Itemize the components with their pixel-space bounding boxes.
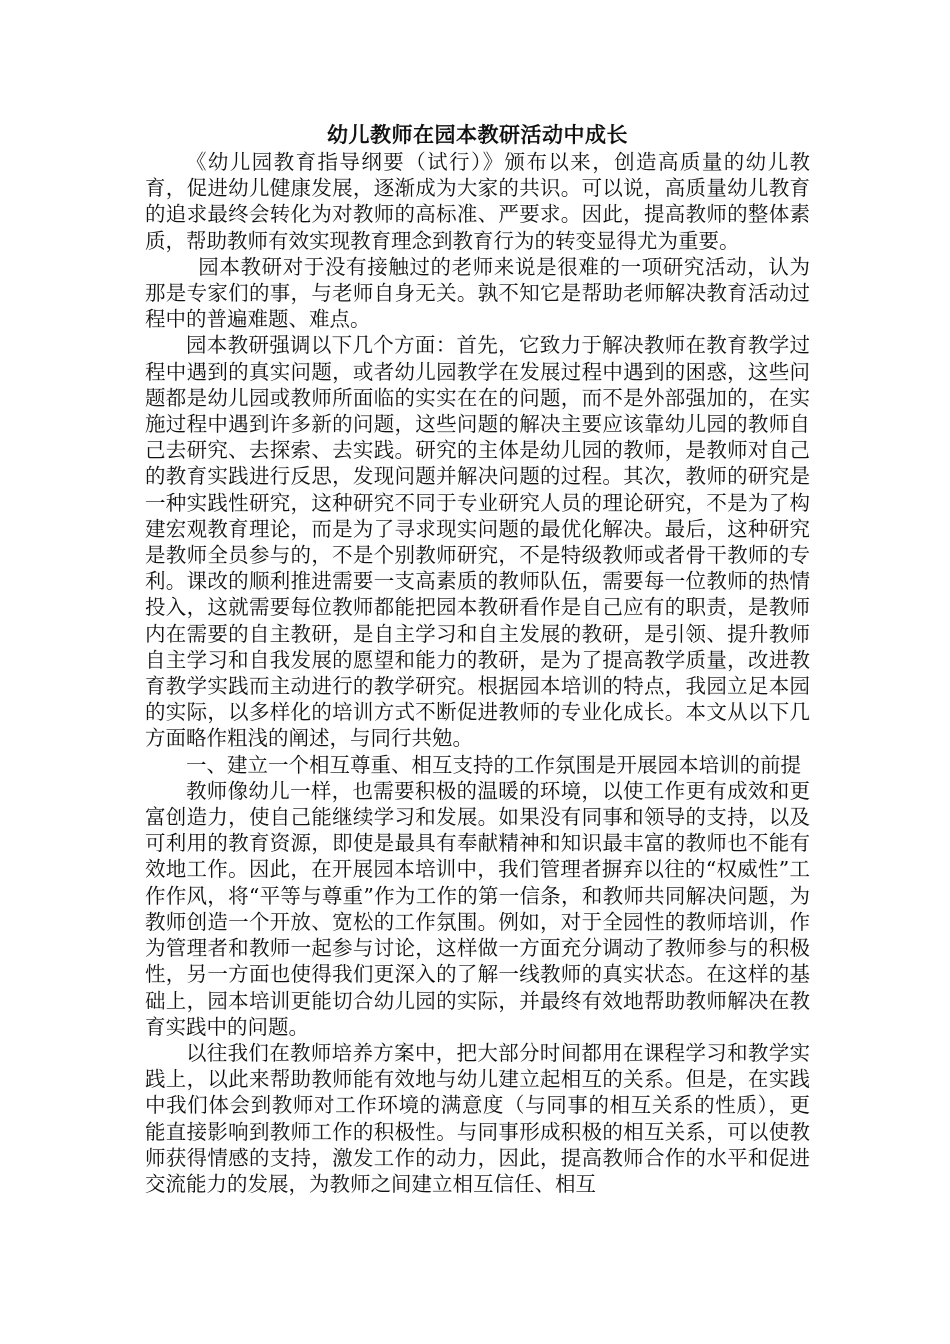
paragraph-environment: 教师像幼儿一样，也需要积极的温暖的环境，以使工作更有成效和更富创造力，使自己能继续学习和发展。如果没有同事和领导的支持，以及可利用的教育资源，即使是最具有奉献精神和知识最丰富的教师也不能有效地工作。因此，在开展园本培训中，我们管理者摒弃以往的“权威性”工作作风，将“平等与尊重”作为工作的第一信条，和教师共同解决问题，为教师创造一个开放、宽松的工作氛围。例如，对于全园性的教师培训，作为管理者和教师一起参与讨论，这样做一方面充分调动了教师参与的积极性，另一方面也使得我们更深入的了解一线教师的真实状态。在这样的基础上，园本培训更能切合幼儿园的实际，并最终有效地帮助教师解决在教育实践中的问题。 bbox=[145, 778, 810, 1039]
document-page bbox=[145, 120, 810, 1197]
document-title: 幼儿教师在园本教研活动中成长 bbox=[327, 122, 628, 147]
paragraph-relationships: 以往我们在教师培养方案中，把大部分时间都用在课程学习和教学实践上，以此来帮助教师能有效地与幼儿建立起相互的关系。但是，在实践中我们体会到教师对工作环境的满意度（与同事的相互关系的性质），更能直接影响到教师工作的积极性。与同事形成积极的相互关系，可以使教师获得情感的支持，激发工作的动力，因此，提高教师合作的水平和促进交流能力的发展，为教师之间建立相互信任、相互 bbox=[145, 1040, 810, 1196]
section-heading-one: 一、建立一个相互尊重、相互支持的工作氛围是开展园本培训的前提 bbox=[186, 752, 801, 777]
paragraph-intro: 《幼儿园教育指导纲要（试行）》颁布以来，创造高质量的幼儿教育，促进幼儿健康发展，逐渐成为大家的共识。可以说，高质量幼儿教育的追求最终会转化为对教师的高标准、严要求。因此，提高教师的整体素质，帮助教师有效实现教育理念到教育行为的转变显得尤为重要。 bbox=[145, 150, 810, 253]
paragraph-research-aspects: 园本教研强调以下几个方面：首先，它致力于解决教师在教育教学过程中遇到的真实问题，或者幼儿园教学在发展过程中遇到的困惑，这些问题都是幼儿园或教师所面临的实实在在的问题，而不是外部强加的，在实施过程中遇到许多新的问题，这些问题的解决主要应该靠幼儿园的教师自己去研究、去探索、去实践。研究的主体是幼儿园的教师，是教师对自己的教育实践进行反思，发现问题并解决问题的过程。其次，教师的研究是一种实践性研究，这种研究不同于专业研究人员的理论研究，不是为了构建宏观教育理论，而是为了寻求现实问题的最优化解决。最后，这种研究是教师全员参与的，不是个别教师研究，不是特级教师或者骨干教师的专利。课改的顺利推进需要一支高素质的教师队伍，需要每一位教师的热情投入，这就需要每位教师都能把园本教研看作是自己应有的职责，是教师内在需要的自主教研，是自主学习和自主发展的教研，是引领、提升教师自主学习和自我发展的愿望和能力的教研，是为了提高教学质量，改进教育教学实践而主动进行的教学研究。根据园本培训的特点，我园立足本园的实际，以多样化的培训方式不断促进教师的专业化成长。本文从以下几方面略作粗浅的阐述，与同行共勉。 bbox=[145, 333, 810, 751]
paragraph-school-research: 园本教研对于没有接触过的老师来说是很难的一项研究活动，认为那是专家们的事，与老师自身无关。孰不知它是帮助老师解决教育活动过程中的普遍难题、难点。 bbox=[145, 254, 810, 332]
